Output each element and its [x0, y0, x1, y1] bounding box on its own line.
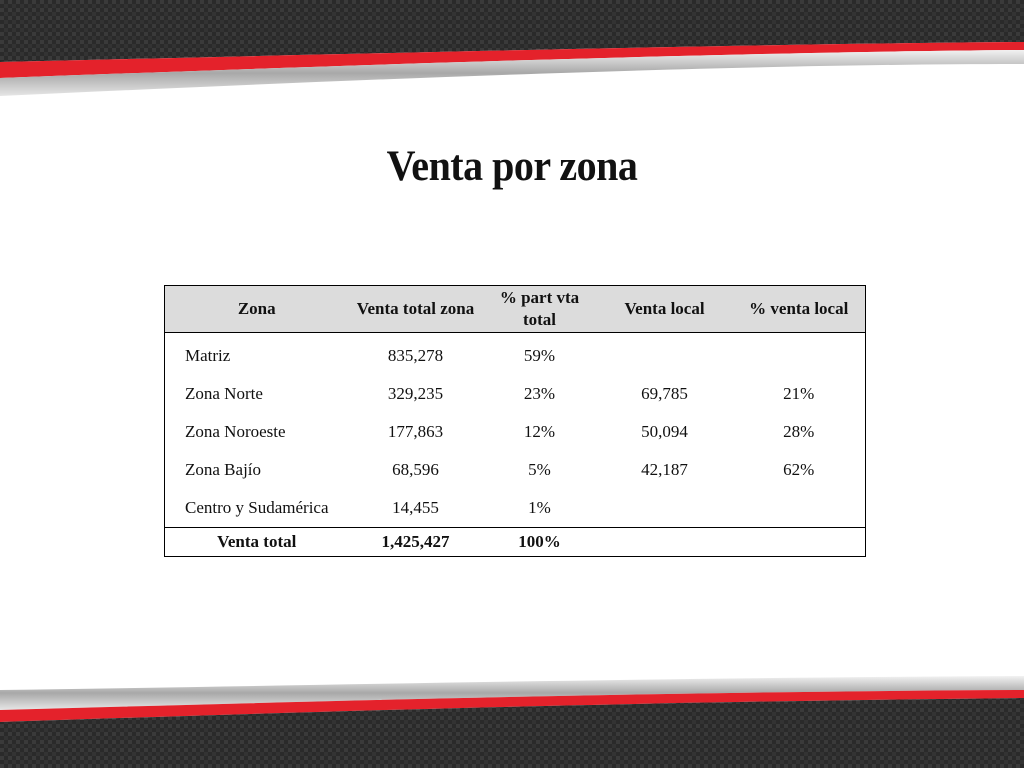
cell-zona: Zona Noroeste: [185, 422, 286, 441]
cell-pct-local: [733, 333, 866, 376]
table-row: [165, 375, 866, 413]
cell-pct-local: 21%: [783, 384, 815, 403]
cell-pct-local: [733, 489, 866, 528]
cell-part: 59%: [523, 346, 556, 365]
cell-part: 12%: [523, 422, 556, 441]
col-header-pct-venta-local: % venta local: [733, 286, 866, 333]
cell-part: 23%: [523, 384, 556, 403]
cell-venta-total: 835,278: [387, 346, 444, 365]
cell-venta-local: 42,187: [641, 460, 688, 479]
table-total-row: [165, 528, 866, 557]
cell-venta-local: 69,785: [641, 384, 688, 403]
cell-venta-local: [597, 333, 733, 376]
table-row: [165, 333, 866, 376]
table-row: [165, 451, 866, 489]
table-row: [165, 489, 866, 528]
total-pct-local: [733, 528, 866, 557]
col-header-venta-local: Venta local: [597, 286, 733, 333]
total-label: Venta total: [165, 528, 349, 557]
bottom-decorative-band: [0, 668, 1024, 768]
table-row: [165, 413, 866, 451]
cell-pct-local: 62%: [783, 460, 815, 479]
cell-venta-local: [597, 489, 733, 528]
col-header-venta-total-zona: Venta total zona: [349, 286, 483, 333]
top-decorative-band: [0, 0, 1024, 100]
cell-pct-local: 28%: [783, 422, 815, 441]
sales-by-zone-table: [164, 285, 866, 557]
cell-venta-total: 68,596: [392, 460, 439, 479]
cell-venta-local: 50,094: [641, 422, 688, 441]
cell-zona: Zona Norte: [185, 384, 263, 403]
cell-zona: Zona Bajío: [185, 460, 262, 479]
total-part: 100%: [483, 528, 597, 557]
total-venta-local: [597, 528, 733, 557]
col-header-zona: Zona: [165, 286, 349, 333]
cell-venta-total: 329,235: [387, 384, 444, 403]
table-header-row: [165, 286, 866, 333]
cell-zona: Matriz: [185, 346, 231, 365]
total-venta-total: 1,425,427: [349, 528, 483, 557]
page-title: Venta por zona: [386, 141, 638, 190]
cell-venta-total: 14,455: [392, 498, 439, 517]
cell-venta-total: 177,863: [387, 422, 444, 441]
cell-part: 1%: [528, 498, 551, 517]
cell-zona: Centro y Sudamérica: [185, 498, 329, 517]
cell-part: 5%: [528, 460, 551, 479]
col-header-part-vta-total: % part vta total: [483, 286, 597, 333]
